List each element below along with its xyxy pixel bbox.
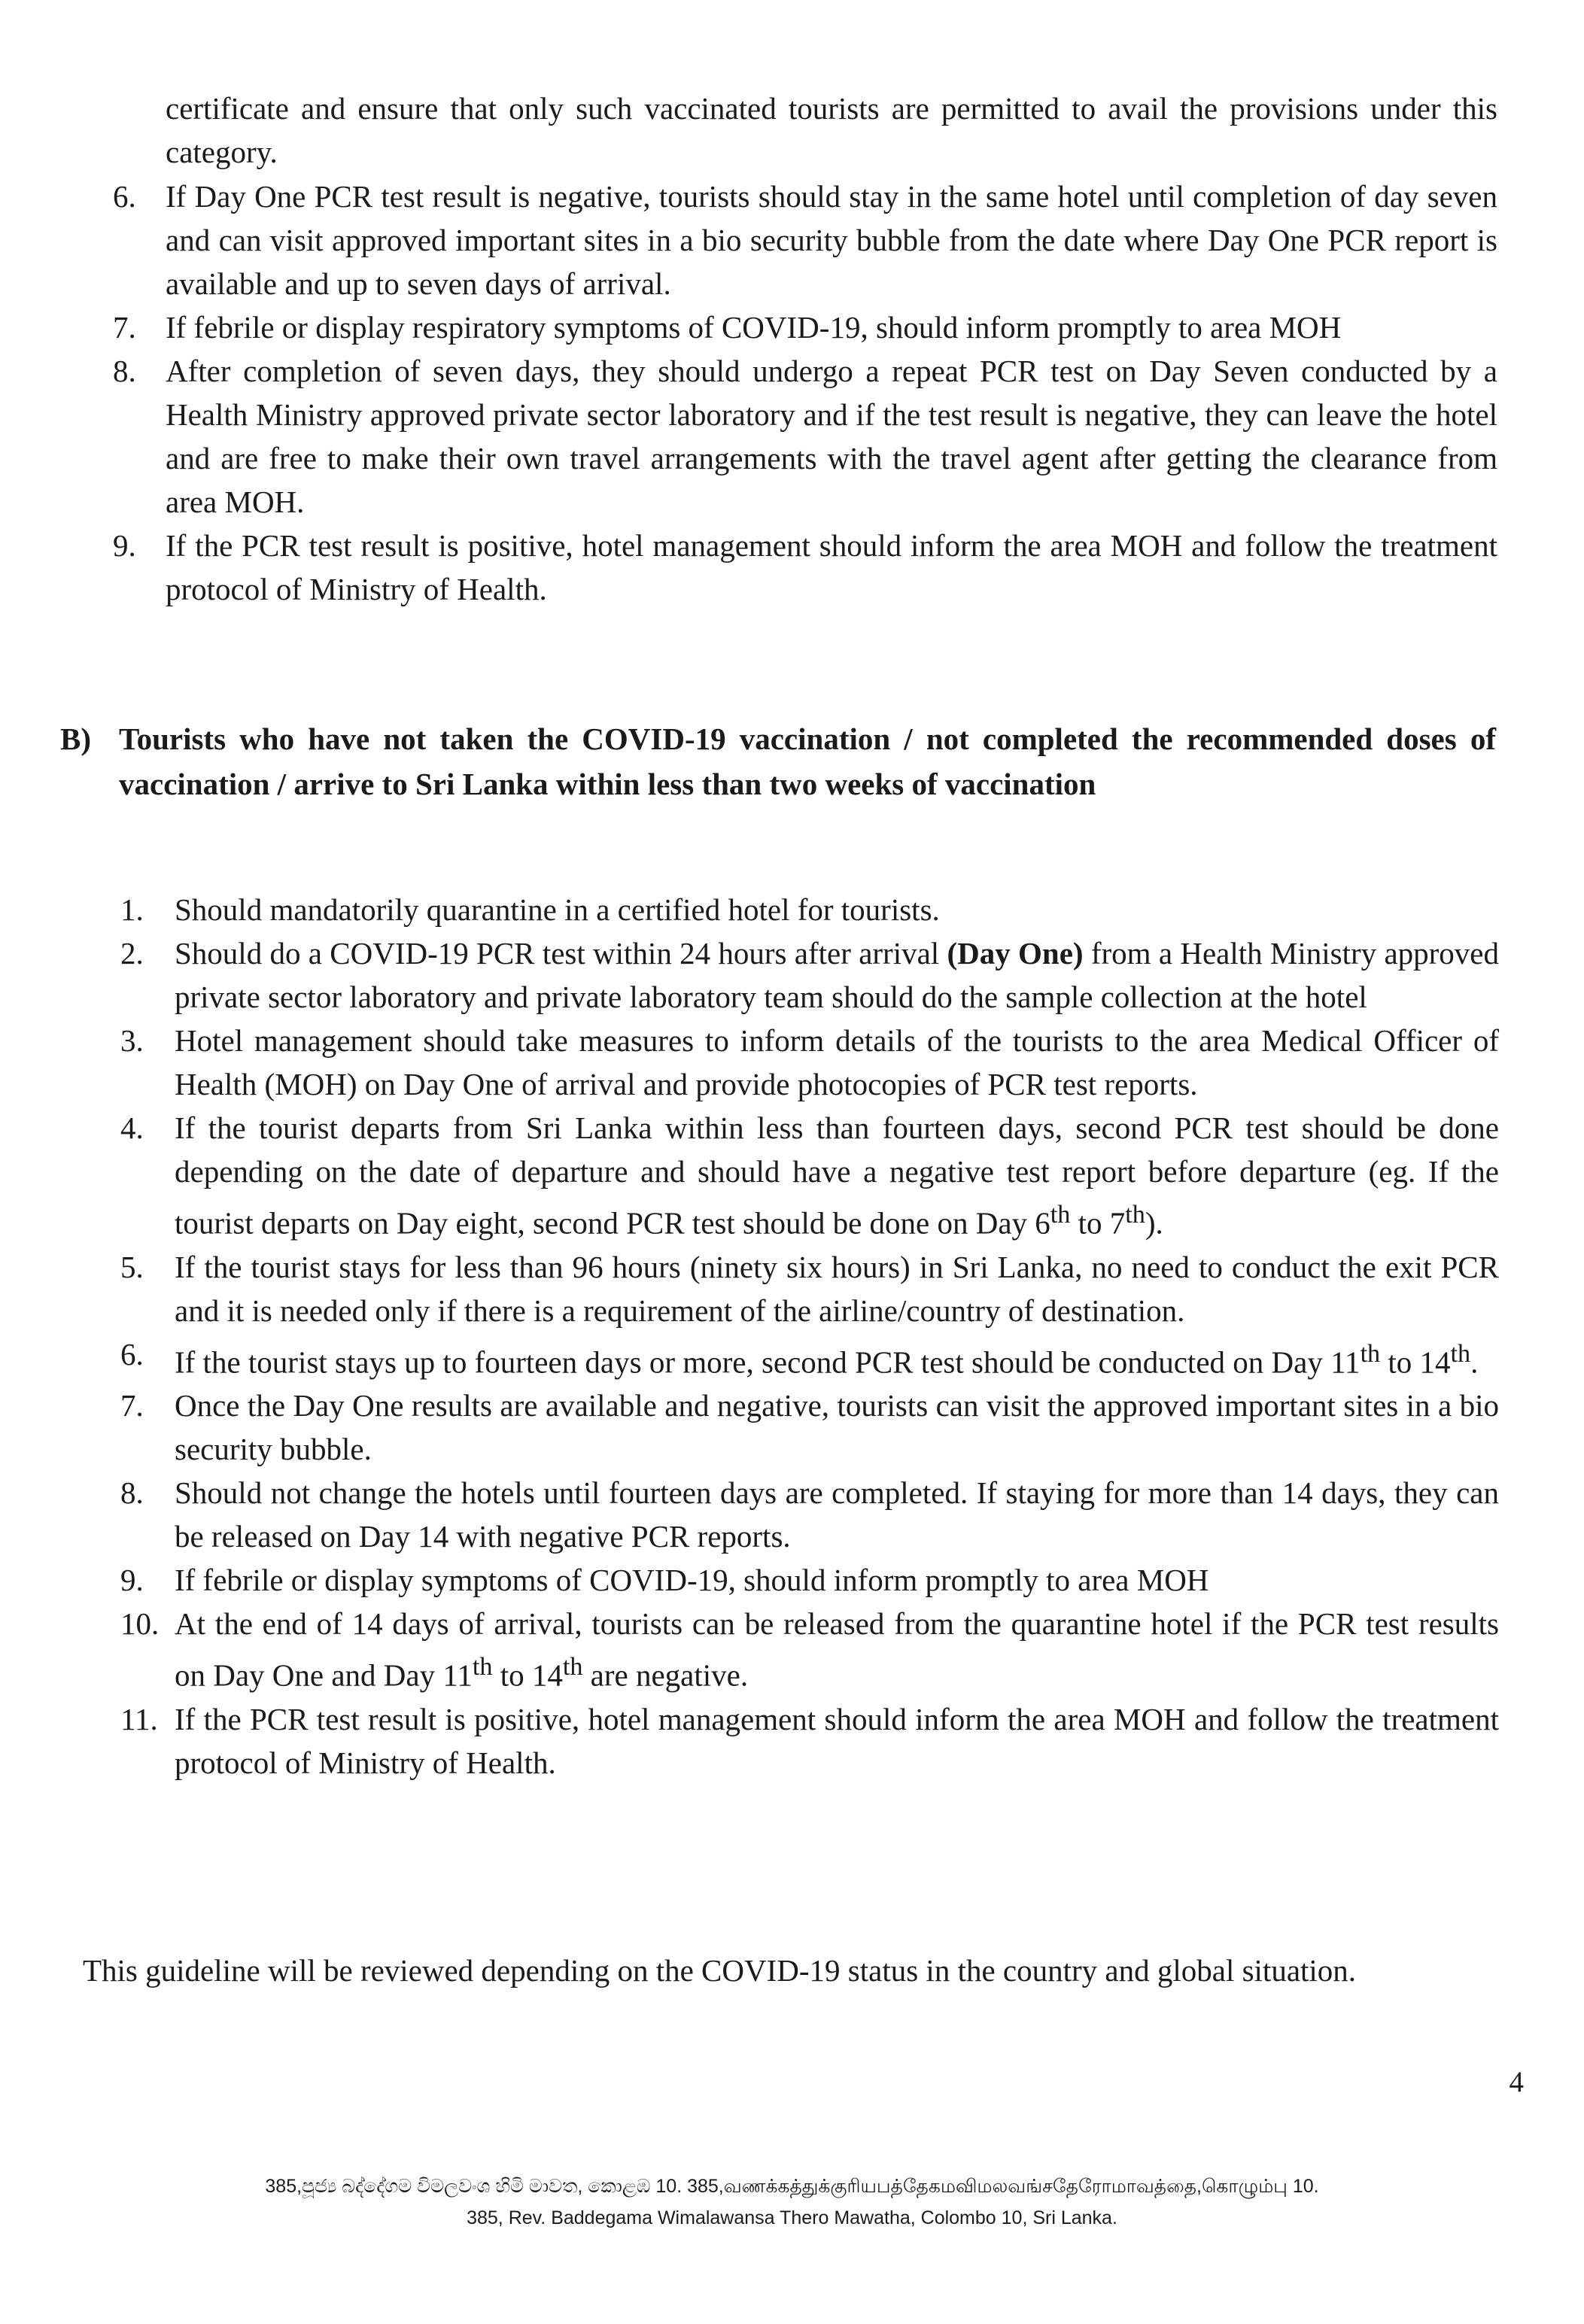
section-b-title: Tourists who have not taken the COVID-19 vaccination / not completed the recommended doses of vaccination / arrive to Sri Lanka within less than two weeks of vaccination [119, 722, 1496, 801]
section-a-list [113, 175, 1497, 611]
item-text-mid: to 14 [1380, 1344, 1451, 1380]
item-number: 3. [120, 1023, 144, 1058]
list-item [120, 1602, 1499, 1697]
list-item [120, 1384, 1499, 1471]
intro-paragraph [166, 87, 1497, 174]
item-text-end: . [1470, 1344, 1479, 1380]
list-item [120, 888, 1499, 931]
section-b-label: B) [60, 722, 91, 756]
item-number: 7. [120, 1388, 144, 1423]
item-text: If the PCR test result is positive, hotel management should inform the area MOH and follow the treatment protocol of Ministry of Health. [175, 1701, 1499, 1780]
superscript: th [562, 1653, 583, 1681]
item-number: 10. [120, 1606, 160, 1642]
item-text-end: from a Health Ministry approved private sector laboratory and private laboratory team should do the sample collection at the hotel [175, 936, 1499, 1014]
item-number: 7. [113, 310, 136, 345]
item-number: 9. [120, 1563, 144, 1598]
item-number: 9. [113, 528, 136, 563]
item-text-start: If the tourist stays up to fourteen days or more, second PCR test should be conducted on Day 11 [175, 1344, 1361, 1380]
list-item [120, 1558, 1499, 1602]
item-text-end: ). [1145, 1205, 1163, 1241]
list-item [120, 1245, 1499, 1332]
item-number: 8. [113, 354, 136, 388]
item-number: 6. [120, 1336, 144, 1372]
intro-text: certificate and ensure that only such vaccinated tourists are permitted to avail the provisions under this category. [166, 91, 1497, 169]
footer-address-local: 385,පූජ්‍ය බද්දේගම විමලවංශ හිමි මාවත, කොළඹ 10. 385,வணக்கத்துக்குரியபத்தேகமவிமலவங்சதேரோமாவத்தை,கொழும்பு 10. [265, 2176, 1319, 2197]
list-item [120, 1697, 1499, 1785]
item-text-mid: to 14 [492, 1657, 563, 1693]
item-text-start: At the end of 14 days of arrival, tourists can be released from the quarantine hotel if the PCR test results on Day One and Day 11 [175, 1606, 1499, 1693]
superscript: th [1125, 1201, 1145, 1229]
superscript: th [1360, 1339, 1381, 1368]
footer-address-english: 385, Rev. Baddegama Wimalawansa Thero Mawatha, Colombo 10, Sri Lanka. [467, 2207, 1117, 2228]
item-text: Should not change the hotels until fourteen days are completed. If staying for more than 14 days, they can be released on Day 14 with negative PCR reports. [175, 1475, 1499, 1554]
closing-text: This guideline will be reviewed depending on the COVID-19 status in the country and global situation. [83, 1953, 1357, 1988]
superscript: th [472, 1653, 493, 1681]
item-text: If febrile or display symptoms of COVID-19, should inform promptly to area MOH [175, 1563, 1209, 1598]
item-number: 8. [120, 1475, 144, 1511]
list-item [120, 931, 1499, 1019]
item-text: Once the Day One results are available and negative, tourists can visit the approved important sites in a bio security bubble. [175, 1388, 1499, 1467]
item-text: If Day One PCR test result is negative, tourists should stay in the same hotel until completion of day seven and can visit approved important sites in a bio security bubble from the date where Day One PCR report is available and up to seven days of arrival. [166, 179, 1497, 301]
item-number: 6. [113, 179, 136, 214]
item-number: 2. [120, 936, 144, 971]
item-text: If febrile or display respiratory symptoms of COVID-19, should inform promptly to area MOH [166, 310, 1342, 345]
item-text-mid: to 7 [1070, 1205, 1126, 1241]
item-number: 5. [120, 1249, 144, 1284]
item-text: If the tourist stays for less than 96 hours (ninety six hours) in Sri Lanka, no need to conduct the exit PCR and it is needed only if there is a requirement of the airline/country of destination. [175, 1249, 1499, 1328]
item-text-start: Should do a COVID-19 PCR test within 24 hours after arrival [175, 936, 947, 971]
item-number: 11. [120, 1701, 158, 1736]
item-text: After completion of seven days, they should undergo a repeat PCR test on Day Seven conducted by a Health Ministry approved private sector laboratory and if the test result is negative, they can leave the hotel and are free to make their own travel arrangements with the travel agent after getting the clearance from area MOH. [166, 354, 1497, 519]
list-item [113, 349, 1497, 524]
list-item [120, 1332, 1499, 1384]
item-text: Should mandatorily quarantine in a certified hotel for tourists. [175, 892, 940, 927]
list-item [120, 1019, 1499, 1106]
item-text-bold: (Day One) [947, 936, 1084, 971]
item-text: If the PCR test result is positive, hotel management should inform the area MOH and follow the treatment protocol of Ministry of Health. [166, 528, 1497, 606]
list-item [120, 1471, 1499, 1558]
page-number: 4 [1509, 2066, 1524, 2098]
item-number: 1. [120, 892, 144, 927]
list-item [113, 524, 1497, 611]
section-b-heading [60, 716, 1496, 807]
superscript: th [1450, 1339, 1471, 1368]
closing-paragraph [83, 1949, 1497, 1992]
item-number: 4. [120, 1110, 144, 1145]
item-text: Hotel management should take measures to inform details of the tourists to the area Medical Officer of Health (MOH) on Day One of arrival and provide photocopies of PCR test reports. [175, 1023, 1499, 1101]
section-b-list [120, 888, 1499, 1785]
item-text-start: If the tourist departs from Sri Lanka within less than fourteen days, second PCR test should be done depending on the date of departure and should have a negative test report before departure (eg. If the tourist departs on Day eight, second PCR test should be done on Day 6 [175, 1110, 1499, 1241]
list-item [113, 305, 1497, 349]
item-text-end: are negative. [582, 1657, 749, 1693]
list-item [113, 175, 1497, 305]
superscript: th [1050, 1201, 1071, 1229]
list-item [120, 1106, 1499, 1245]
